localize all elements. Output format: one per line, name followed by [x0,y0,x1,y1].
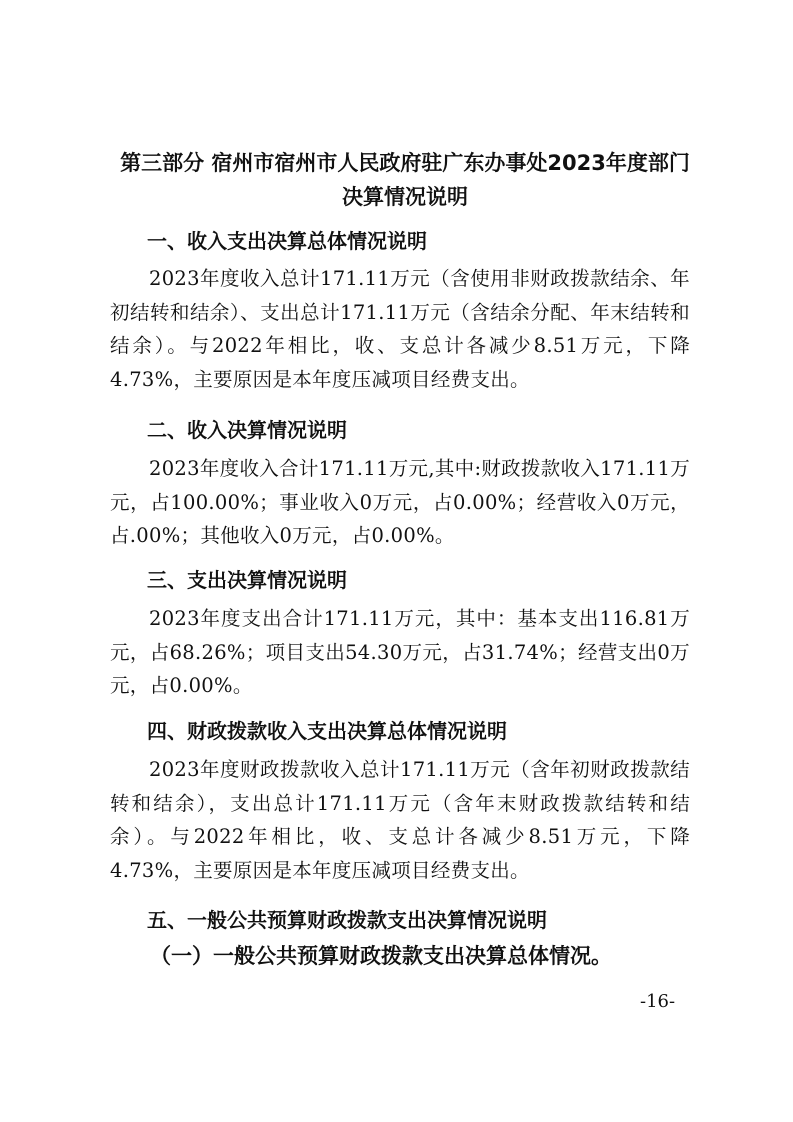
section-heading-3: 三、支出决算情况说明 [147,568,347,592]
page-number: -16- [640,991,676,1012]
section-heading-4: 四、财政拨款收入支出决算总体情况说明 [147,719,507,743]
section-heading-2: 二、收入决算情况说明 [147,418,347,442]
section-heading-5: 五、一般公共预算财政拨款支出决算情况说明 [147,908,547,932]
section-paragraph-2: 2023年度收入合计171.11万元,其中:财政拨款收入171.11万元，占100.00%；事业收入0万元，占0.00%；经营收入0万元，占.00%；其他收入0万元，占0.00%。 [110,457,690,547]
page-title: 第三部分 宿州市宿州市人民政府驻广东办事处2023年度部门决算情况说明 [120,151,690,209]
section-heading-1: 一、收入支出决算总体情况说明 [147,229,427,253]
section-paragraph-3: 2023年度支出合计171.11万元，其中：基本支出116.81万元，占68.26%；项目支出54.30万元，占31.74%；经营支出0万元，占0.00%。 [110,607,690,697]
section-paragraph-1: 2023年度收入总计171.11万元（含使用非财政拨款结余、年初结转和结余）、支出总计171.11万元（含结余分配、年末结转和结余）。与2022年相比，收、支总计各减少8.51万元，下降4.73%，主要原因是本年度压减项目经费支出。 [110,267,690,391]
section-paragraph-4: 2023年度财政拨款收入总计171.11万元（含年初财政拨款结转和结余），支出总计171.11万元（含年末财政拨款结转和结余）。与2022年相比，收、支总计各减少8.51万元，下降4.73%，主要原因是本年度压减项目经费支出。 [110,758,690,882]
subsection-heading: （一）一般公共预算财政拨款支出决算总体情况。 [150,943,612,968]
